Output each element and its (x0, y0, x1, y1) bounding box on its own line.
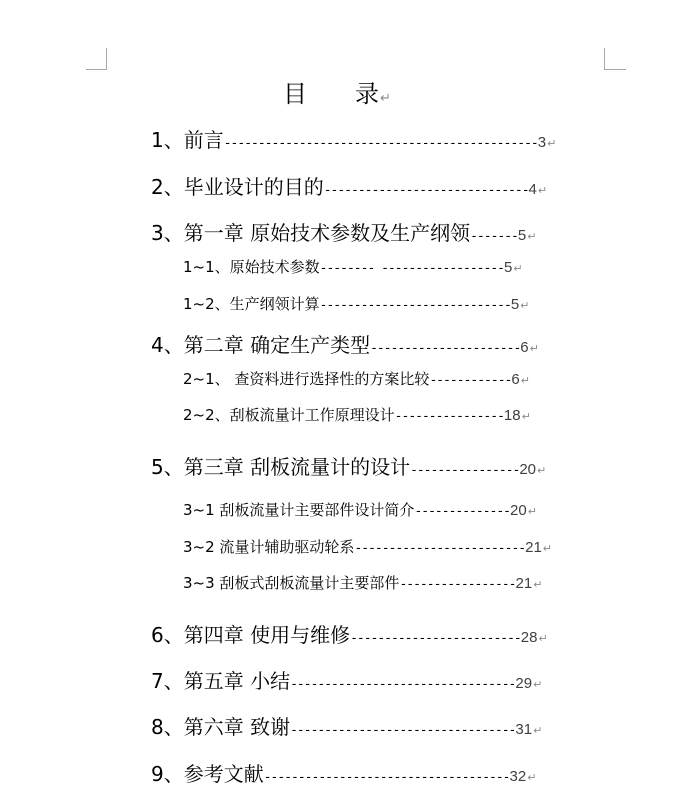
toc-entry-label: 8、第六章 致谢 (151, 715, 291, 739)
toc-entry[interactable] (151, 711, 542, 740)
toc-entry-leader: ---------------- (394, 409, 504, 424)
paragraph-mark-icon: ↵ (537, 184, 548, 197)
toc-entry-leader: --------------------------------- (290, 677, 516, 692)
toc-entry-label: 3~3 刮板式刮板流量计主要部件 (183, 574, 400, 592)
toc-entry-label: 1~2、生产纲领计算 (183, 295, 320, 313)
toc-entry-leader: ------------------------------------ (263, 770, 510, 785)
toc-entry-leader: ------------------------- (350, 631, 521, 646)
paragraph-mark-icon: ↵ (520, 299, 530, 312)
toc-entry-page: 4 (528, 181, 537, 198)
toc-entry-label: 2~2、刮板流量计工作原理设计 (183, 406, 395, 424)
toc-entry-page: 28 (520, 629, 538, 646)
toc-title-char-1: 目 (283, 80, 308, 108)
toc-entry-page: 6 (520, 339, 529, 356)
paragraph-mark-icon: ↵ (527, 771, 537, 784)
toc-entry[interactable] (151, 217, 536, 246)
toc-entry[interactable] (151, 619, 548, 648)
toc-entry-label: 3、第一章 原始技术参数及生产纲领 (151, 221, 471, 245)
toc-entry[interactable] (151, 665, 542, 694)
toc-entry[interactable] (151, 451, 546, 480)
toc-entry-page: 3 (537, 134, 547, 151)
toc-entry[interactable] (151, 171, 547, 200)
paragraph-mark-icon: ↵ (542, 542, 553, 555)
toc-subentry[interactable] (183, 499, 537, 520)
paragraph-mark-icon: ↵ (520, 374, 530, 387)
paragraph-mark-icon: ↵ (527, 505, 537, 518)
toc-subentry[interactable] (183, 368, 530, 389)
paragraph-mark-icon: ↵ (547, 137, 557, 150)
toc-subentry[interactable] (183, 293, 529, 314)
toc-entry[interactable] (151, 758, 536, 787)
toc-entry-page: 29 (515, 675, 533, 692)
toc-subentry[interactable] (183, 536, 552, 557)
paragraph-mark-icon: ↵ (529, 342, 539, 355)
toc-entry-leader: --------------------------------- (290, 723, 516, 738)
toc-entry-leader: ------- (470, 229, 518, 244)
toc-entry-leader: ---------------------------- (319, 298, 511, 313)
toc-entry-page: 32 (509, 768, 527, 785)
paragraph-mark-icon: ↵ (533, 724, 543, 737)
toc-entry-label: 2、毕业设计的目的 (151, 175, 324, 199)
toc-entry-label: 7、第五章 小结 (151, 669, 291, 693)
toc-entry-page: 5 (503, 259, 513, 276)
toc-entry-page: 21 (525, 539, 542, 556)
toc-entry-label: 3~2 流量计辅助驱动轮系 (183, 538, 355, 556)
paragraph-mark-icon: ↵ (533, 578, 543, 591)
toc-subentry[interactable] (183, 572, 542, 593)
toc-entry-leader: ---------------------------------------------- (223, 136, 538, 151)
paragraph-mark-icon: ↵ (380, 91, 391, 106)
toc-entry-label: 5、第三章 刮板流量计的设计 (151, 455, 411, 479)
paragraph-mark-icon: ↵ (538, 632, 548, 645)
paragraph-mark-icon: ↵ (537, 464, 547, 477)
paragraph-mark-icon: ↵ (513, 262, 523, 275)
toc-entry-leader: ------------------------------ (323, 183, 529, 198)
toc-subentry[interactable] (183, 256, 523, 277)
toc-entry-page: 31 (515, 721, 533, 738)
toc-entry-page: 20 (519, 461, 537, 478)
toc-subentry[interactable] (183, 404, 531, 425)
toc-entry-label: 3~1 刮板流量计主要部件设计简介 (183, 501, 415, 519)
toc-entry-page: 6 (511, 371, 520, 388)
toc-entry-page: 21 (515, 575, 533, 592)
toc-entry[interactable] (151, 124, 556, 153)
toc-entry-label: 1、前言 (151, 128, 224, 152)
toc-entry-leader: -------------- (414, 504, 511, 519)
toc-entry[interactable] (151, 329, 539, 358)
toc-entry-leader: ----------------- (399, 577, 516, 592)
toc-entry-page: 5 (510, 296, 520, 313)
toc-entry-page: 5 (517, 227, 527, 244)
toc-entry-leader: ------------------------- (354, 541, 526, 556)
toc-entry-label: 9、参考文献 (151, 762, 264, 786)
paragraph-mark-icon: ↵ (521, 410, 531, 423)
toc-title-char-2: 录 (355, 80, 380, 108)
toc-entry-leader: -------- ------------------ (319, 261, 504, 276)
toc-entry-label: 6、第四章 使用与维修 (151, 623, 351, 647)
toc-entry-leader: ---------------- (410, 463, 520, 478)
toc-entry-label: 2~1、 查资料进行选择性的方案比较 (183, 370, 430, 388)
toc-entry-label: 1~1、原始技术参数 (183, 258, 320, 276)
toc-entry-leader: ------------ (429, 373, 512, 388)
toc-entry-page: 18 (503, 407, 521, 424)
toc-entry-label: 4、第二章 确定生产类型 (151, 333, 371, 357)
paragraph-mark-icon: ↵ (533, 678, 543, 691)
toc-entry-page: 20 (510, 502, 527, 519)
toc-entry-leader: ---------------------- (370, 341, 521, 356)
paragraph-mark-icon: ↵ (527, 230, 537, 243)
